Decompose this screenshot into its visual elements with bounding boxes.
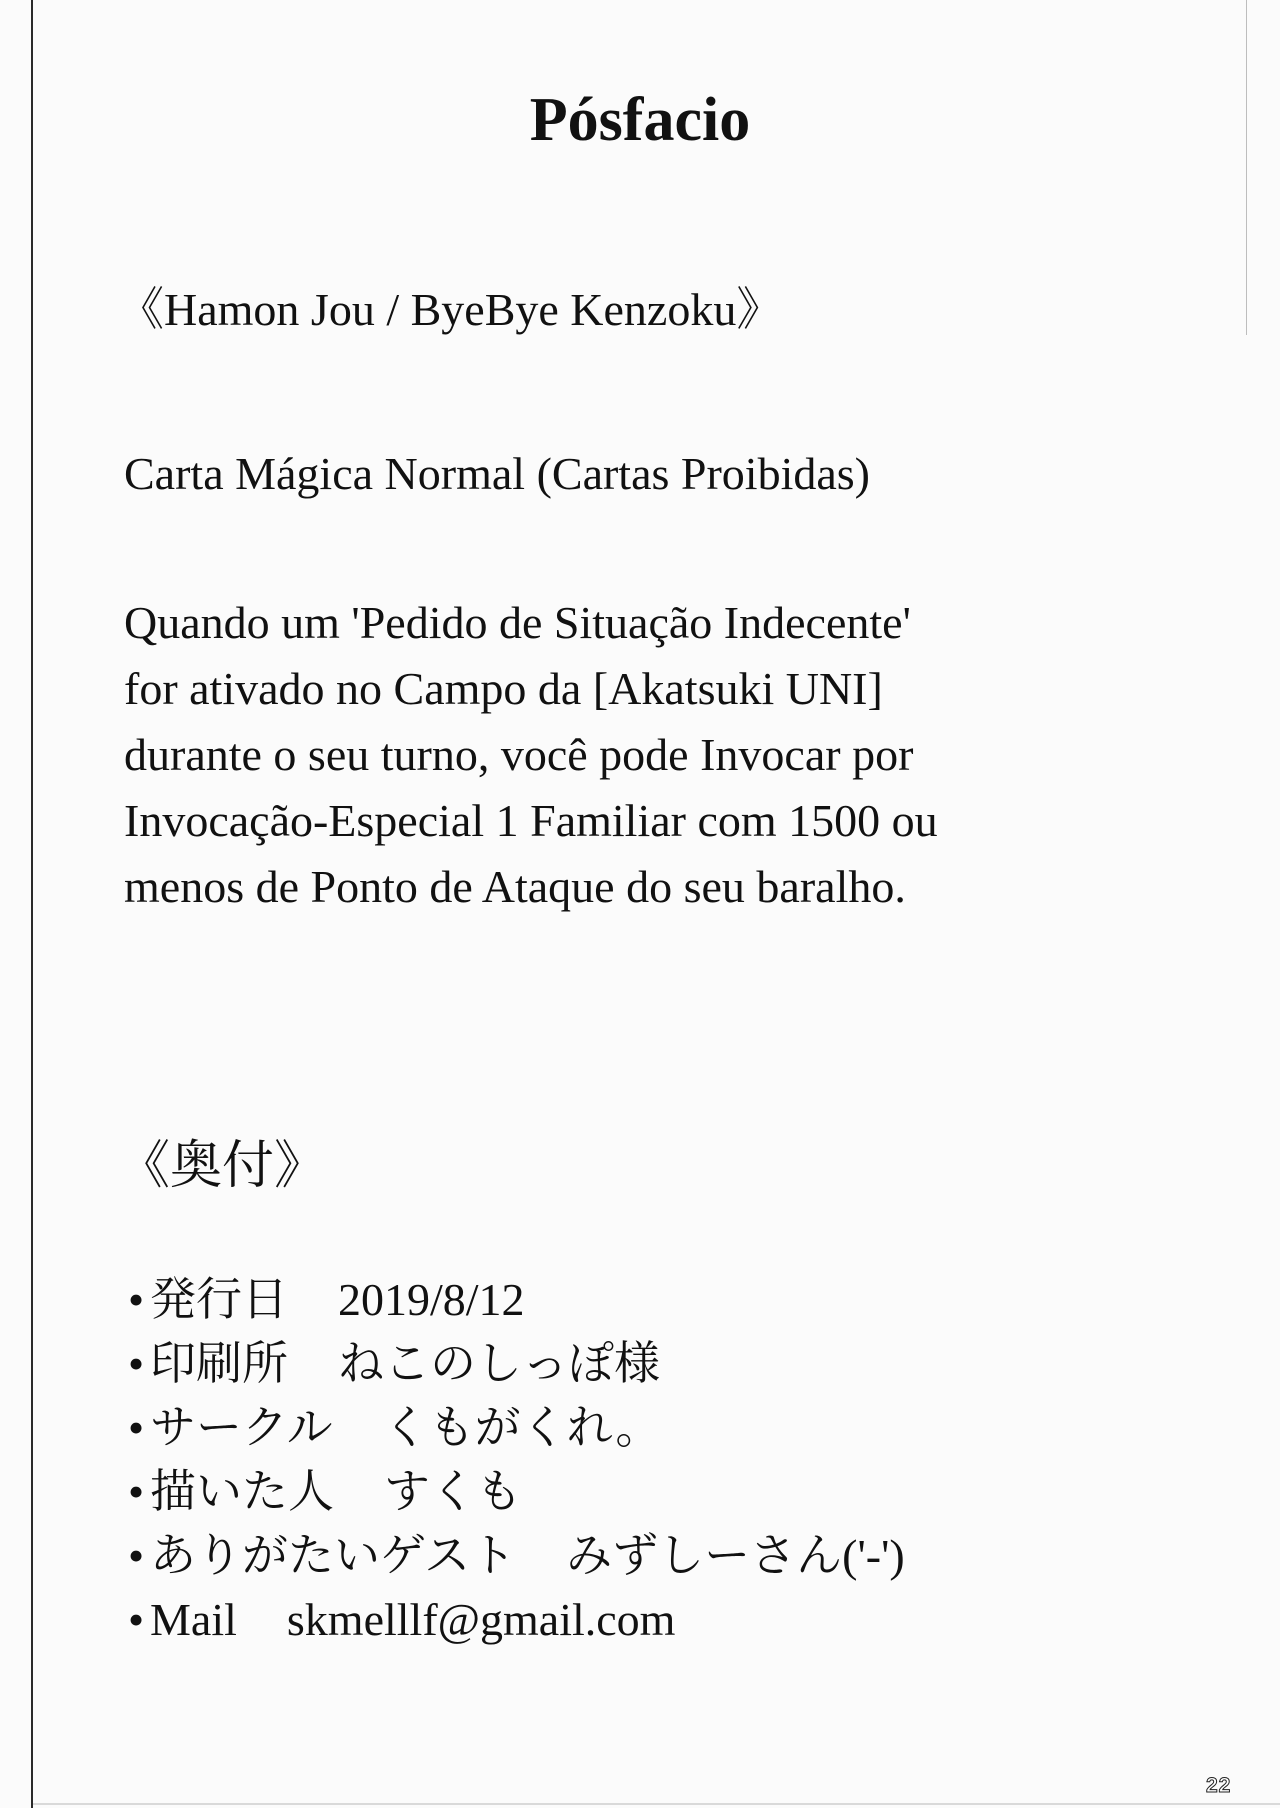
colophon-row-mail xyxy=(128,1588,1168,1652)
card-name: 《Hamon Jou / ByeBye Kenzoku》 xyxy=(118,284,783,335)
card-type: Carta Mágica Normal (Cartas Proibidas) xyxy=(124,448,870,499)
colophon-label: 描いた人 xyxy=(150,1466,334,1517)
colophon-heading: 《奥付》 xyxy=(118,1138,327,1195)
colophon-value-email: skmelllf@gmail.com xyxy=(286,1594,676,1645)
bullet: • xyxy=(128,1594,145,1645)
colophon-value: みずしーさん('-') xyxy=(566,1530,905,1581)
colophon-label: サークル xyxy=(150,1402,333,1453)
card-effect-line: Quando um 'Pedido de Situação Indecente' xyxy=(124,597,911,648)
colophon-row-guest xyxy=(128,1524,1168,1588)
card-effect-line: menos de Ponto de Ataque do seu baralho. xyxy=(124,861,906,912)
colophon-label: 発行日 xyxy=(150,1274,288,1325)
card-effect-text xyxy=(124,590,1184,920)
colophon-value: ねこのしっぽ様 xyxy=(338,1338,660,1389)
page-number: 22 xyxy=(1206,1774,1232,1797)
colophon-label: 印刷所 xyxy=(150,1338,288,1389)
colophon-row-artist xyxy=(128,1460,1168,1524)
colophon-label: ありがたいゲスト xyxy=(150,1530,517,1581)
card-effect-line: Invocação-Especial 1 Familiar com 1500 ou xyxy=(124,795,938,846)
bullet: • xyxy=(128,1402,145,1453)
right-edge-line xyxy=(1246,0,1247,335)
card-effect-line: durante o seu turno, você pode Invocar por xyxy=(124,729,914,780)
colophon-label: Mail xyxy=(150,1594,237,1645)
colophon-value: すくも xyxy=(384,1466,522,1517)
colophon-row-circle xyxy=(128,1396,1168,1460)
colophon-row-printer xyxy=(128,1332,1168,1396)
colophon-list xyxy=(128,1268,1168,1652)
bullet: • xyxy=(128,1466,145,1517)
bullet: • xyxy=(128,1338,145,1389)
bullet: • xyxy=(128,1274,145,1325)
bottom-edge-line xyxy=(33,1803,1280,1805)
colophon-row-publish-date xyxy=(128,1268,1168,1332)
page-title: Pósfacio xyxy=(529,86,751,154)
colophon-value: くもがくれ。 xyxy=(382,1402,662,1453)
card-effect-line: for ativado no Campo da [Akatsuki UNI] xyxy=(124,663,883,714)
binding-edge-line xyxy=(31,0,33,1808)
bullet: • xyxy=(128,1530,145,1581)
colophon-value: 2019/8/12 xyxy=(338,1274,525,1325)
